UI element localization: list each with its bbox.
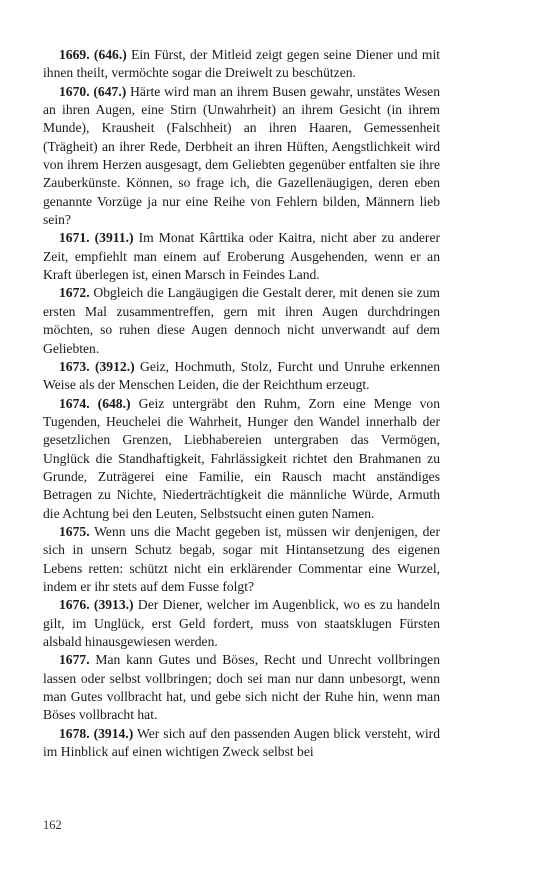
entry-number: 1669. (646.) [59,47,127,62]
entry-text: Obgleich die Langäugigen die Gestalt derer, mit denen sie zum ersten Mal zusammentreffen, gern mit ihren Augen durchdringen möchten, so ruhen diese Augen dennoch nicht unverwandt auf dem Geliebten. [43,285,440,356]
entry-text: Ein Fürst, der Mitleid zeigt gegen seine Diener und mit ihnen theilt, vermöchte sogar die Dreiwelt zu beschützen. [43,47,440,81]
entry-1677 [43,651,440,724]
entry-1671 [43,229,440,284]
text-body [43,46,440,761]
entry-number: 1671. (3911.) [59,230,134,246]
entry-1669 [43,46,440,83]
entry-number: 1673. (3912.) [59,358,135,374]
entry-number: 1678. (3914.) [59,725,134,741]
entry-number: 1674. (648.) [59,395,131,411]
entry-number: 1672. [59,285,90,301]
entry-1676 [43,596,440,651]
entry-text: Wer sich auf den passenden Augen blick versteht, wird im Hinblick auf einen wichtigen Zweck selbst bei [43,725,441,760]
entry-text: Wenn uns die Macht gegeben ist, müssen wir denjenigen, der sich in unsern Schutz begab, sogar mit Hintansetzung des eigenen Lebens retten: schützt nicht ein erklärender Commentar eine Wurzel, indem er ihr stets auf dem Fusse folgt? [43,523,440,594]
page-number: 162 [43,818,62,832]
entry-number: 1675. [59,523,90,539]
entry-text: Man kann Gutes und Böses, Recht und Unrecht vollbringen lassen oder selbst vollbringen; doch sei man nur dann unbesorgt, wenn man Gutes vollbracht hat, und gebe sich nicht der Ruhe hin, wenn man Böses vollbracht hat. [43,652,440,723]
entry-text: Der Diener, welcher im Augenblick, wo es zu handeln gilt, im Unglück, erst Geld fordert, muss von staatsklugen Fürsten alsbald hinausgewiesen werden. [43,597,440,649]
entry-1672 [43,284,440,357]
entry-1675 [43,523,440,596]
entry-text: Im Monat Kârttika oder Kaitra, nicht aber zu anderer Zeit, empfiehlt man einem auf Eroberung Ausgehenden, wenn er an Kraft überlegen ist, einen Marsch in Feindes Land. [43,230,441,283]
entry-1670 [43,83,440,230]
entry-text: Geiz untergräbt den Ruhm, Zorn eine Menge von Tugenden, Heuchelei die Wahrheit, Hunger den Wandel innerhalb der gesetzlichen Grenzen, Liebhabereien untergraben das Vermögen, Unglück die Standhaftigkeit, Fahrlässigkeit richtet den Brahmanen zu Grunde, Zuträgerei eine Familie, ein Rausch macht anständiges Betragen zu Nichte, Niederträchtigkeit die männliche Würde, Armuth die Achtung bei den Leuten, Selbstsucht einen guten Namen. [43,395,441,521]
entry-text: Geiz, Hochmuth, Stolz, Furcht und Unruhe erkennen Weise als der Menschen Leiden, die der Reichthum erzeugt. [43,358,440,393]
entry-1674 [43,395,440,523]
entry-number: 1670. (647.) [59,83,127,99]
entry-1673 [43,358,440,395]
entry-number: 1677. [59,652,90,668]
entry-text: Härte wird man an ihrem Busen gewahr, unstätes Wesen an ihren Augen, eine Stirn (Unwahrheit) an ihrem Gesicht (in ihrem Munde), Krausheit (Falschheit) an ihren Haaren, Gemessenheit (Trägheit) an ihrer Rede, Derbheit an ihren Hüften, Aengstlichkeit wird von ihrem Herzen ausgesagt, dem Geliebten gegenüber entfalten sie ihre Zauberkünste. Können, so frage ich, die Gazellenäugigen, deren eben genannte Vorzüge ja nur eine Reihe von Fehlern bilden, Männern lieb sein? [43,83,441,228]
entry-number: 1676. (3913.) [59,597,134,613]
entry-1678 [43,725,440,762]
